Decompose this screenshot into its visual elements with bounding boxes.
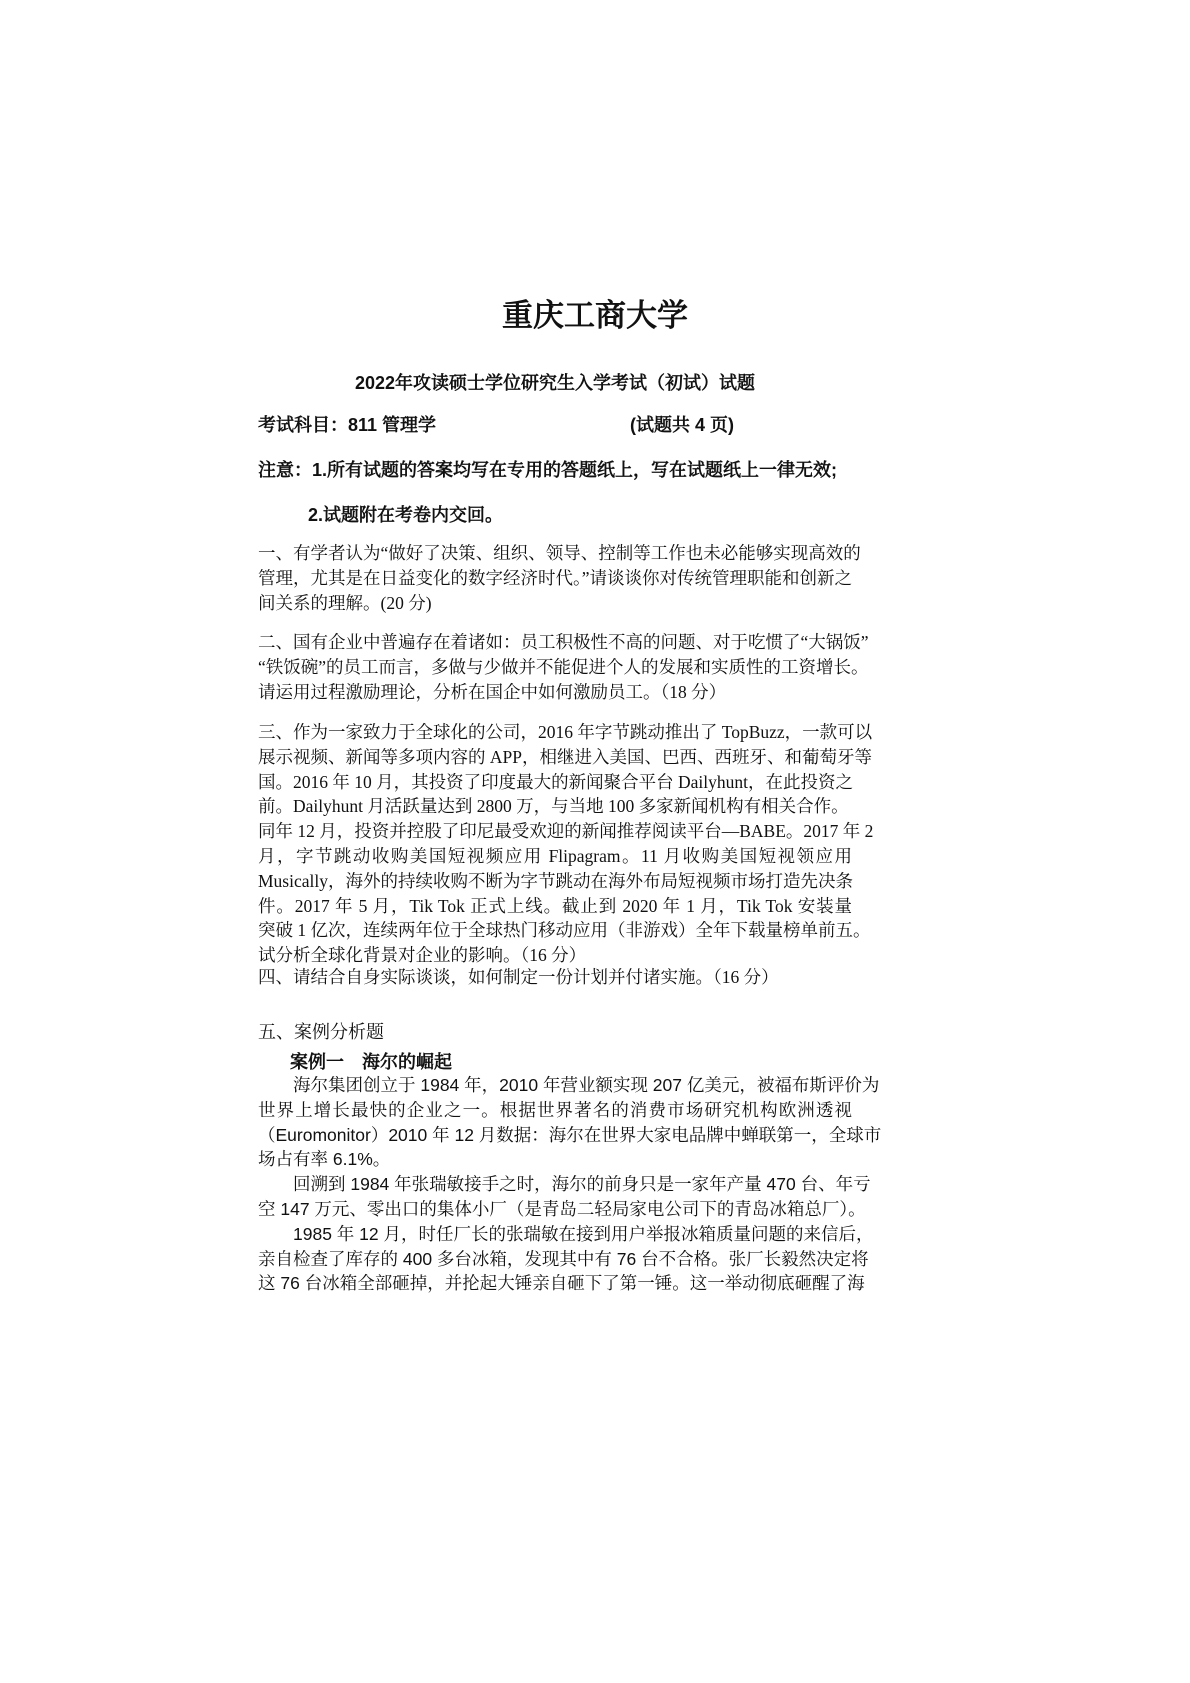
text-line: 管理，尤其是在日益变化的数字经济时代。”请谈谈你对传统管理职能和创新之: [258, 567, 853, 588]
page-count: (试题共 4 页): [630, 415, 735, 435]
case-text: [258, 1073, 882, 1296]
text-line: （Euromonitor）2010 年 12 月数据：海尔在世界大家电品牌中蝉联第一，全球市: [258, 1124, 882, 1145]
text-line: 空 147 万元、零出口的集体小厂（是青岛二轻局家电公司下的青岛冰箱总厂）。: [258, 1198, 866, 1219]
question-1: [258, 541, 861, 615]
case-title: 案例一 海尔的崛起: [290, 1052, 452, 1072]
text-line: 场占有率 6.1%。: [258, 1149, 391, 1170]
text-line: 突破 1 亿次，连续两年位于全球热门移动应用（非游戏）全年下载量榜单前五。: [258, 920, 871, 941]
text-line: 亲自检查了库存的 400 多台冰箱，发现其中有 76 台不合格。张厂长毅然决定将: [258, 1248, 869, 1269]
question-4: [258, 965, 852, 990]
section-5-heading: 五、案例分析题: [258, 1022, 384, 1042]
text-line: 展示视频、新闻等多项内容的 APP，相继进入美国、巴西、西班牙、和葡萄牙等: [258, 746, 872, 767]
text-line: 一、有学者认为“做好了决策、组织、领导、控制等工作也未必能够实现高效的: [258, 543, 861, 563]
text-line: 三、作为一家致力于全球化的公司，2016 年字节跳动推出了 TopBuzz，一款可以: [258, 722, 873, 742]
text-line: 海尔集团创立于 1984 年，2010 年营业额实现 207 亿美元，被福布斯评价为: [258, 1075, 880, 1095]
exam-subtitle: 2022年攻读硕士学位研究生入学考试（初试）试题: [354, 373, 756, 393]
university-title: 重庆工商大学: [502, 298, 688, 333]
subject-line: [258, 412, 852, 438]
text-line: 国。2016 年 10 月，其投资了印度最大的新闻聚合平台 Dailyhunt，在此投资之: [258, 771, 853, 792]
text-line: 同年 12 月，投资并控股了印尼最受欢迎的新闻推荐阅读平台—BABE。2017 年 2: [258, 821, 874, 842]
notice-1: 注意：1.所有试题的答案均写在专用的答题纸上，写在试题纸上一律无效;: [258, 460, 838, 480]
text-line: “铁饭碗”的员工而言，多做与少做并不能促进个人的发展和实质性的工资增长。: [258, 656, 869, 677]
question-2: [258, 630, 869, 704]
question-3: [258, 720, 874, 968]
notice-2: 2.试题附在考卷内交回。: [308, 505, 504, 525]
text-line: Musically，海外的持续收购不断为字节跳动在海外布局短视频市场打造先决条: [258, 870, 853, 891]
text-line: 二、国有企业中普遍存在着诸如：员工积极性不高的问题、对于吃惯了“大锅饭”: [258, 632, 869, 652]
text-line: 1985 年 12 月，时任厂长的张瑞敏在接到用户举报冰箱质量问题的来信后，: [258, 1223, 874, 1244]
text-line: 世界上增长最快的企业之一。根据世界著名的消费市场研究机构欧洲透视: [258, 1099, 852, 1120]
text-line: 请运用过程激励理论，分析在国企中如何激励员工。（18 分）: [258, 681, 727, 702]
text-line: 间关系的理解。(20 分): [258, 592, 432, 613]
text-line: 月，字节跳动收购美国短视频应用 Flipagram。11 月收购美国短视领应用: [258, 845, 852, 866]
text-line: 回溯到 1984 年张瑞敏接手之时，海尔的前身只是一家年产量 470 台、年亏: [258, 1174, 871, 1195]
text-line: 这 76 台冰箱全部砸掉，并抡起大锤亲自砸下了第一锤。这一举动彻底砸醒了海: [258, 1273, 865, 1294]
exam-subject: 考试科目：811 管理学: [258, 415, 437, 435]
text-line: 件。2017 年 5 月，Tik Tok 正式上线。截止到 2020 年 1 月，Tik Tok 安装量: [258, 895, 852, 916]
text-line: 前。Dailyhunt 月活跃量达到 2800 万，与当地 100 多家新闻机构有相关合作。: [258, 796, 849, 817]
text-line: 试分析全球化背景对企业的影响。（16 分）: [258, 945, 587, 966]
text-line: 四、请结合自身实际谈谈，如何制定一份计划并付诸实施。（16 分）: [258, 967, 779, 987]
